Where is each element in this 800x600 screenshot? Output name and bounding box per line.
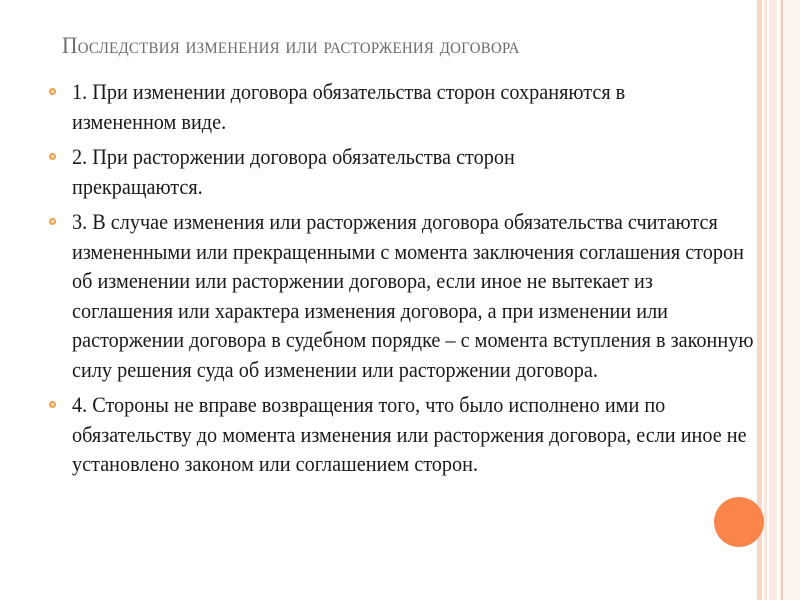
list-item [45, 390, 765, 479]
list-item-text: 4. Стороны не вправе возвращения того, что было исполнено ими по обязательству до момента изменения или расторжения договора, если иное не установлено законом или соглашением сторон. [72, 392, 747, 476]
list-item-text: 3. В случае изменения или расторжения договора обязательства считаются измененными или прекращенными с момента заключения соглашения сторон об изменении или расторжении договора, если иное не вытекает из соглашения или характера изменения договора, а при изменении или расторжении договора в судебном порядке – с момента вступления в законную силу решения суда об изменении или расторжении договора. [72, 209, 754, 382]
bullet-icon [49, 218, 56, 225]
bullet-icon [49, 88, 56, 95]
decorative-stripe [781, 0, 783, 600]
list-item [45, 77, 765, 136]
list-item-text: 2. При расторжении договора обязательства сторон прекращаются. [72, 144, 515, 199]
list-item [45, 207, 765, 384]
slide-title: Последствия изменения или расторжения договора [62, 33, 520, 58]
list-item [45, 142, 765, 201]
bullet-list [45, 77, 765, 485]
list-item-text: 1. При изменении договора обязательства сторон сохраняются в измененном виде. [72, 79, 626, 134]
decorative-circle [714, 497, 764, 547]
bullet-icon [49, 401, 56, 408]
bullet-icon [49, 153, 56, 160]
decorative-stripe [769, 0, 777, 600]
